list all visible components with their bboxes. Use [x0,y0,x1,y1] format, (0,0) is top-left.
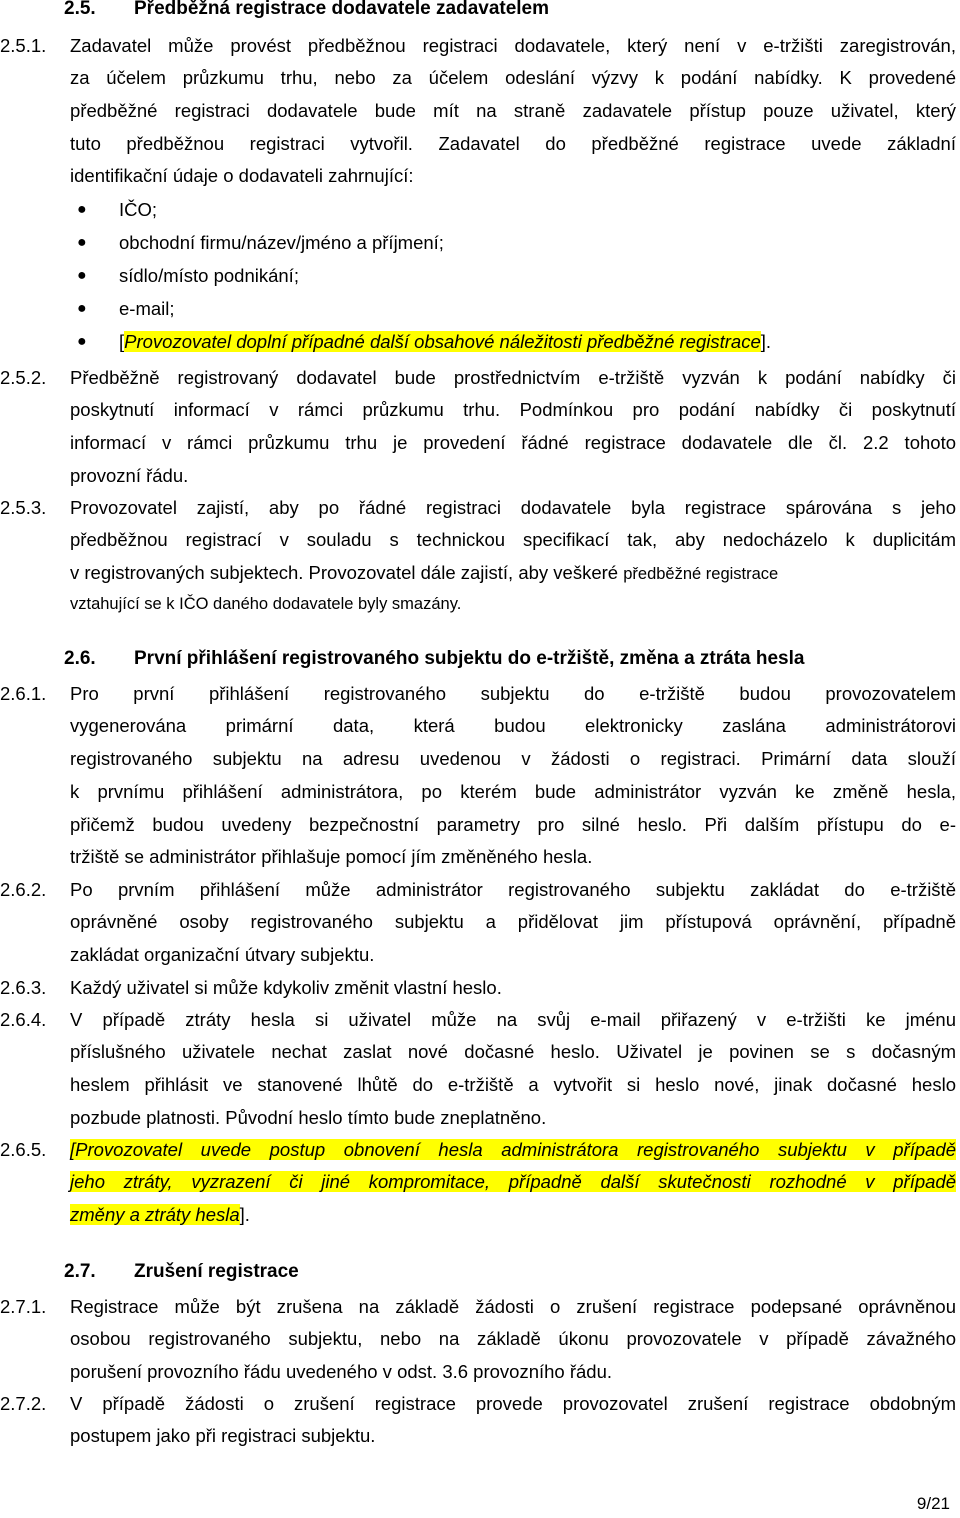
text-line: předběžnou registrací v souladu s technickou specifikací tak, aby nedocházelo k duplicitám [70,529,956,550]
paragraph-number: 2.7.2. [0,1393,47,1414]
text-line: poskytnutí informací v rámci průzkumu trhu. Podmínkou pro podání nabídky či poskytnutí [70,399,956,420]
text-line-highlighted [70,1138,956,1162]
paragraph-number: 2.6.4. [0,1009,47,1030]
text-line: V případě žádosti o zrušení registrace provede provozovatel zrušení registrace obdobným [70,1393,956,1414]
text-line: heslem přihlásit ve stanovené lhůtě do e-tržiště a vytvořit si heslo nové, jinak dočasné heslo [70,1074,956,1095]
section-number: 2.7. [64,1261,96,1282]
text-segment: předběžné registrace [623,565,779,583]
highlighted-note: [Provozovatel uvede postup obnovení hesla administrátora registrovaného subjektu v případě [70,1139,956,1160]
list-item-text [119,330,771,354]
text-line: oprávněné osoby registrovaného subjektu a přidělovat jim přístupová oprávnění, případně [70,911,956,932]
text-line: postupem jako při registraci subjektu. [70,1425,376,1446]
text-line: V případě ztráty hesla si uživatel může na svůj e-mail přiřazený v e-tržišti ke jménu [70,1009,956,1030]
text-line: zakládat organizační útvary subjektu. [70,944,375,965]
list-item-text: e-mail; [119,298,175,319]
close-bracket: ]. [239,1204,250,1225]
bullet-icon: ● [77,300,87,317]
text-line: tržiště se administrátor přihlašuje pomocí jím změněného hesla. [70,846,593,867]
page-number: 9/21 [916,1494,950,1513]
paragraph-number: 2.7.1. [0,1296,47,1317]
highlighted-note: jeho ztráty, vyzrazení či jiné kompromitace, případně další skutečnosti rozhodné v případě [70,1171,956,1192]
text-line: příslušného uživatele nechat zaslat nové dočasné heslo. Uživatel je povinen se s dočasným [70,1041,956,1062]
text-line: Provozovatel zajistí, aby po řádné registraci dodavatele byla registrace spárována s jeho [70,497,956,518]
text-line: tuto předběžnou registraci vytvořil. Zadavatel do předběžné registrace uvede základní [70,133,956,154]
paragraph-number: 2.5.1. [0,35,47,56]
text-line: registrovaného subjektu na adresu uvedenou v žádosti o registraci. Primární data slouží [70,748,956,769]
text-line-highlighted [70,1170,956,1194]
text-line: identifikační údaje o dodavateli zahrnující: [70,165,414,186]
paragraph-number: 2.6.3. [0,977,47,998]
section-title: První přihlášení registrovaného subjektu do e-tržiště, změna a ztráta hesla [134,648,805,669]
text-line [70,561,956,585]
text-line: vztahující se k IČO daného dodavatele byly smazány. [70,595,462,613]
highlighted-note: změny a ztráty hesla [70,1204,240,1225]
bullet-icon: ● [77,201,87,218]
text-line: Zadavatel může provést předběžnou registraci dodavatele, který není v e-tržišti zaregistrován, [70,35,956,56]
text-line: informací v rámci průzkumu trhu je provedení řádné registrace dodavatele dle čl. 2.2 tohoto [70,432,956,453]
section-number: 2.6. [64,648,96,669]
close-bracket: ]. [760,331,772,352]
text-line: Pro první přihlášení registrovaného subjektu do e-tržiště budou provozovatelem [70,683,956,704]
list-item-text: obchodní firmu/název/jméno a příjmení; [119,232,444,253]
bullet-icon: ● [77,267,87,284]
bullet-icon: ● [77,234,87,251]
text-line: Registrace může být zrušena na základě žádosti o zrušení registrace podepsané oprávněnou [70,1296,956,1317]
text-line: přičemž budou uvedeny bezpečnostní parametry pro silné heslo. Při dalším přístupu do e- [70,814,956,835]
paragraph-number: 2.5.2. [0,367,47,388]
text-line: Předběžně registrovaný dodavatel bude prostřednictvím e-tržiště vyzván k podání nabídky či [70,367,956,388]
section-title: Zrušení registrace [134,1261,299,1282]
list-item-text: IČO; [119,199,158,220]
text-segment: v registrovaných subjektech. Provozovatel dále zajistí, aby veškeré [70,562,624,583]
text-line: osobou registrovaného subjektu, nebo na základě úkonu provozovatele v případě závažného [70,1328,956,1349]
paragraph-number: 2.5.3. [0,497,47,518]
text-line: porušení provozního řádu uvedeného v odst. 3.6 provozního řádu. [70,1361,613,1382]
list-item-text: sídlo/místo podnikání; [119,265,299,286]
text-line: vygenerována primární data, která budou elektronicky zaslána administrátorovi [70,715,956,736]
paragraph-number: 2.6.5. [0,1139,47,1160]
text-line: za účelem průzkumu trhu, nebo za účelem odeslání výzvy k podání nabídky. K provedené [70,67,956,88]
text-line: provozní řádu. [70,465,189,486]
text-line: k prvnímu přihlášení administrátora, po kterém bude administrátor vyzván ke změně hesla, [70,781,956,802]
highlighted-note: Provozovatel doplní případné další obsahové náležitosti předběžné registrace [124,331,761,352]
paragraph-number: 2.6.2. [0,879,47,900]
text-line: Každý uživatel si může kdykoliv změnit vlastní heslo. [70,977,502,998]
text-line-highlighted [70,1203,956,1227]
bullet-icon: ● [77,333,87,350]
section-number: 2.5. [64,0,96,19]
open-bracket: [ [119,331,125,352]
text-line: Po prvním přihlášení může administrátor registrovaného subjektu zakládat do e-tržiště [70,879,956,900]
text-line: pozbude platnosti. Původní heslo tímto bude zneplatněno. [70,1107,547,1128]
section-title: Předběžná registrace dodavatele zadavatelem [134,0,550,19]
text-line: předběžné registraci dodavatele bude mít na straně zadavatele přístup pouze uživatel, který [70,100,956,121]
paragraph-number: 2.6.1. [0,683,47,704]
